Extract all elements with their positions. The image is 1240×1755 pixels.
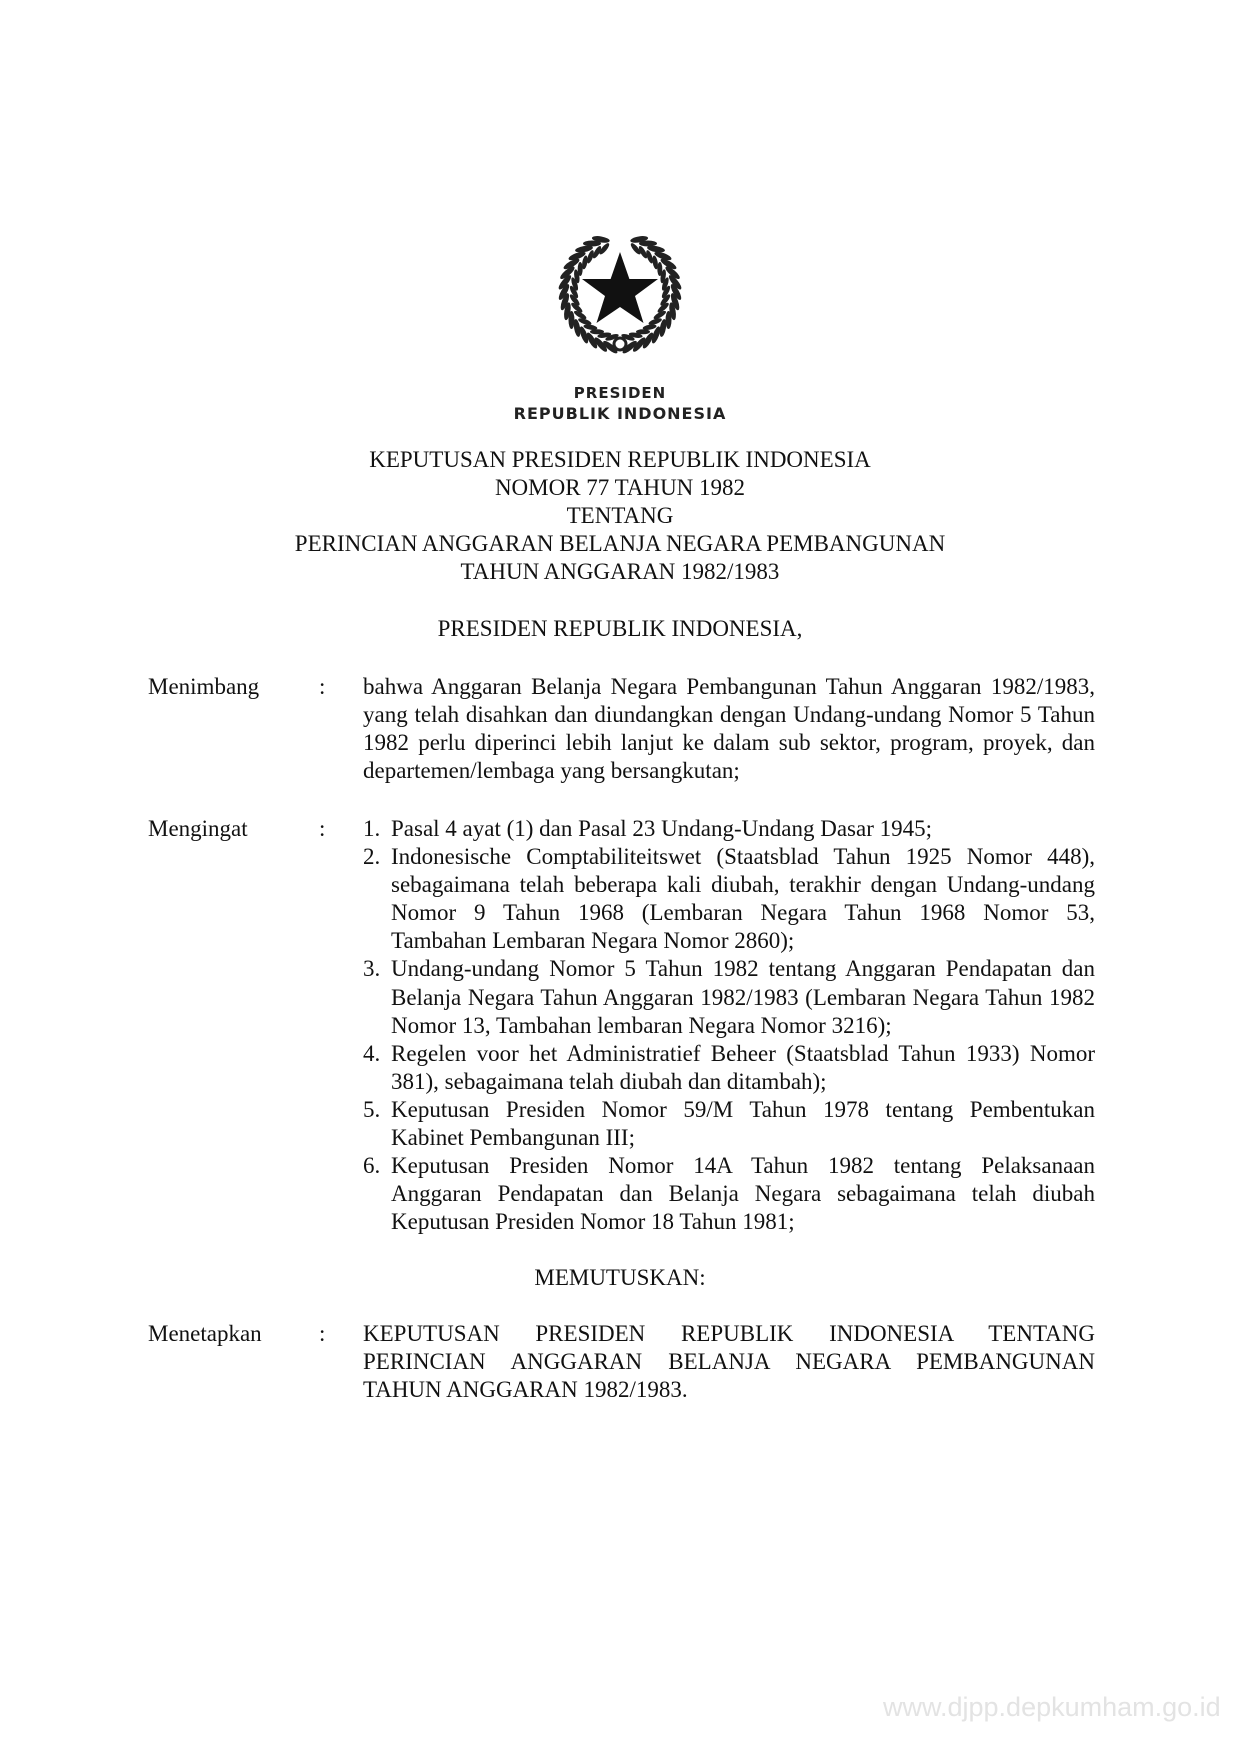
list-item-line: Regelen voor het Administratief Beheer (Staatsblad Tahun 1933) Nomor [391,1040,1095,1066]
title-line: TENTANG [566,503,674,529]
emblem-line-2: REPUBLIK INDONESIA [513,404,727,423]
menimbang-colon: : [319,674,326,699]
list-item-line: sebagaimana telah beberapa kali diubah, terakhir dengan Undang-undang [391,872,1095,898]
menimbang-line: departemen/lembaga yang bersangkutan; [363,758,740,784]
memutuskan-heading: MEMUTUSKAN: [534,1265,706,1290]
list-item-line: Tambahan Lembaran Negara Nomor 2860); [391,928,795,954]
menetapkan-label: Menetapkan [148,1321,262,1346]
menetapkan-line: TAHUN ANGGARAN 1982/1983. [363,1377,688,1403]
emblem-line-1: PRESIDEN [573,384,667,402]
list-item-line: Belanja Negara Tahun Anggaran 1982/1983 (Lembaran Negara Tahun 1982 [391,984,1095,1010]
list-item-number: 4. [363,1040,381,1066]
title-line: NOMOR 77 TAHUN 1982 [494,475,746,501]
list-item-number: 5. [363,1096,381,1122]
list-item-line: Undang-undang Nomor 5 Tahun 1982 tentang Anggaran Pendapatan dan [391,956,1095,982]
menetapkan-line: KEPUTUSAN PRESIDEN REPUBLIK INDONESIA TENTANG [363,1321,1095,1346]
list-item-number: 2. [363,844,381,870]
menimbang-line: yang telah disahkan dan diundangkan dengan Undang-undang Nomor 5 Tahun [363,702,1095,728]
list-item-number: 3. [363,956,381,982]
title-line: KEPUTUSAN PRESIDEN REPUBLIK INDONESIA [369,447,871,472]
list-item-line: 381), sebagaimana telah diubah dan ditambah); [391,1068,827,1094]
list-item-line: Nomor 13, Tambahan lembaran Negara Nomor 3216); [391,1012,892,1038]
wreath-star-icon [550,222,690,362]
menimbang-label: Menimbang [148,674,260,699]
list-item-text [391,955,1095,1039]
list-item-line: Keputusan Presiden Nomor 59/M Tahun 1978 tentang Pembentukan [391,1096,1095,1122]
list-item-text [391,1040,1095,1096]
mengingat-label: Mengingat [148,816,248,841]
menimbang-text [363,673,1095,785]
list-item-line: Kabinet Pembangunan III; [391,1125,635,1151]
mengingat-colon: : [319,816,326,841]
mengingat-list [363,815,1095,1236]
list-item-line: Indonesische Comptabiliteitswet (Staatsblad Tahun 1925 Nomor 448), [391,844,1095,870]
menetapkan-text [363,1320,1095,1404]
list-item [363,815,1095,843]
document-title [0,446,1240,586]
menimbang-line: bahwa Anggaran Belanja Negara Pembangunan Tahun Anggaran 1982/1983, [363,674,1095,699]
president-heading: PRESIDEN REPUBLIK INDONESIA, [437,616,803,641]
title-line: PERINCIAN ANGGARAN BELANJA NEGARA PEMBANGUNAN [294,531,946,557]
list-item-text [391,843,1095,955]
menetapkan-colon: : [319,1321,326,1346]
menetapkan-line: PERINCIAN ANGGARAN BELANJA NEGARA PEMBANGUNAN [363,1349,1095,1375]
menimbang-line: 1982 perlu diperinci lebih lanjut ke dalam sub sektor, program, proyek, dan [363,730,1095,756]
list-item-line: Anggaran Pendapatan dan Belanja Negara sebagaimana telah diubah [391,1181,1095,1207]
list-item [363,955,1095,1039]
list-item-text [391,815,1095,843]
list-item [363,1152,1095,1236]
list-item [363,843,1095,955]
list-item [363,1096,1095,1152]
watermark: www.djpp.depkumham.go.id [883,1692,1221,1722]
list-item-text [391,1152,1095,1236]
title-line: TAHUN ANGGARAN 1982/1983 [460,559,780,585]
list-item-line: Keputusan Presiden Nomor 14A Tahun 1982 tentang Pelaksanaan [391,1153,1095,1179]
list-item-text [391,1096,1095,1152]
list-item-line: Keputusan Presiden Nomor 18 Tahun 1981; [391,1209,795,1235]
list-item-line: Pasal 4 ayat (1) dan Pasal 23 Undang-Undang Dasar 1945; [391,816,933,841]
list-item [363,1040,1095,1096]
list-item-line: Nomor 9 Tahun 1968 (Lembaran Negara Tahun 1968 Nomor 53, [391,900,1095,926]
list-item-number: 6. [363,1153,381,1179]
presidential-emblem [550,222,690,362]
star-icon [582,252,658,323]
list-item-number: 1. [363,816,381,841]
